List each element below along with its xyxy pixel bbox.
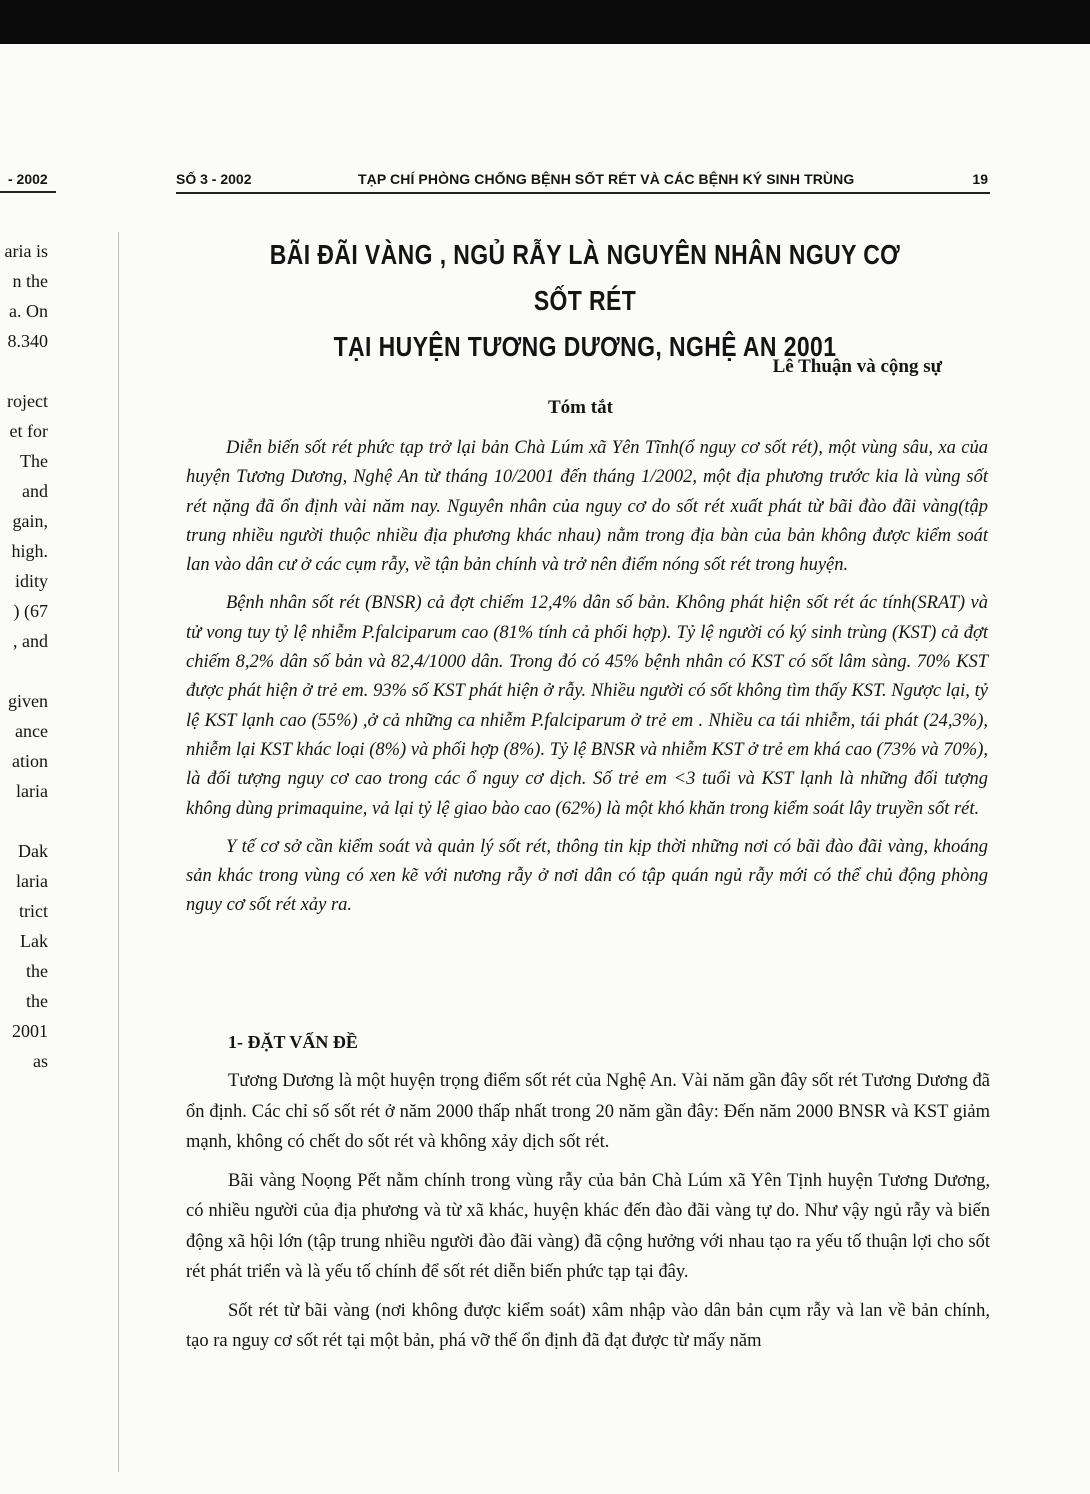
- section-heading: 1- ĐẶT VẤN ĐỀ: [228, 1032, 358, 1052]
- abstract-paragraph: Diễn biến sốt rét phức tạp trở lại bản Chà Lúm xã Yên Tĩnh(ổ nguy cơ sốt rét), một vùng sâu, xa của huyện Tương Dương, Nghệ An từ tháng 10/2001 đến tháng 1/2002, một địa phương trước kia là vùng sốt rét nặng đã ổn định vài năm nay. Nguyên nhân của nguy cơ do sốt rét xuất phát từ bãi đào đãi vàng(tập trung nhiều người thuộc nhiều địa phương khác nhau) nằm trong địa bàn của bản không được kiểm soát lan vào dân cư ở các cụm rẫy, về tận bản chính và trở nên điểm nóng sốt rét trong huyện.: [186, 438, 988, 576]
- previous-page-line: ) (67: [13, 601, 48, 621]
- previous-page-line: roject: [7, 391, 48, 411]
- header-rule: [176, 192, 990, 194]
- previous-page-header: - 2002: [8, 171, 48, 187]
- previous-page-line: laria: [16, 781, 48, 801]
- previous-page-line: idity: [14, 571, 48, 591]
- previous-page-line: [0, 356, 62, 386]
- scan-top-border: [0, 0, 1090, 44]
- running-header: [176, 169, 988, 191]
- previous-page-line: as: [33, 1051, 48, 1071]
- article-title: [253, 232, 917, 370]
- previous-page-line: gain,: [12, 511, 48, 531]
- previous-page-line: the: [26, 961, 48, 981]
- previous-page-line: n the: [12, 271, 48, 291]
- previous-page-line: high.: [11, 541, 48, 561]
- authors: Lê Thuận và cộng sự: [772, 356, 942, 377]
- previous-page-line: Lak: [20, 931, 48, 951]
- article-title-line-1: BÃI ĐÃI VÀNG , NGỦ RẪY LÀ NGUYÊN NHÂN NGUY CƠ SỐT RÉT: [269, 239, 901, 316]
- article-title-line-2: TẠI HUYỆN TƯƠNG DƯƠNG, NGHỆ AN 2001: [333, 331, 837, 362]
- previous-page-line: et for: [9, 421, 48, 441]
- body-paragraph: Tương Dương là một huyện trọng điểm sốt rét của Nghệ An. Vài năm gần đây sốt rét Tương Dương đã ổn định. Các chỉ số sốt rét ở năm 2000 thấp nhất trong 20 năm gần đây: Đến năm 2000 BNSR và KST giảm mạnh, không có chết do sốt rét và không xảy dịch sốt rét.: [186, 1071, 990, 1152]
- previous-page-line: ation: [12, 751, 48, 771]
- previous-page-line: a. On: [9, 301, 48, 321]
- body-paragraph: Sốt rét từ bãi vàng (nơi không được kiểm soát) xâm nhập vào dân bản cụm rẫy và lan về bản chính, tạo ra nguy cơ sốt rét tại một bản, phá vỡ thế ổn định đã đạt được từ mấy năm: [186, 1300, 990, 1351]
- previous-page-line: the: [26, 991, 48, 1011]
- page-gutter-line: [118, 232, 119, 1472]
- previous-page-line: trict: [19, 901, 48, 921]
- previous-page-line: laria: [16, 871, 48, 891]
- page-number: 19: [972, 171, 988, 187]
- previous-page-line: and: [22, 481, 48, 501]
- previous-page-line: 2001: [12, 1021, 48, 1041]
- previous-page-column: [0, 236, 62, 1076]
- body-text: [186, 1066, 990, 1365]
- abstract: [186, 434, 988, 930]
- abstract-paragraph: Y tế cơ sở cần kiểm soát và quản lý sốt rét, thông tin kịp thời những nơi có bãi đào đãi vàng, khoáng sản khác trong vùng có xen kẽ với nương rẫy ở nơi dân có tập quán ngủ rẫy mới có thể chủ động phòng nguy cơ sốt rét xảy ra.: [186, 836, 988, 916]
- previous-page-line: [0, 806, 62, 836]
- previous-page-line: ance: [15, 721, 48, 741]
- issue-number: SỐ 3 - 2002: [176, 171, 252, 187]
- previous-page-line: 8.340: [7, 331, 48, 351]
- abstract-paragraph: Bệnh nhân sốt rét (BNSR) cả đợt chiếm 12,4% dân số bản. Không phát hiện sốt rét ác tính(SRAT) và tử vong tuy tỷ lệ nhiễm P.falciparum cao (81% tính cả phối hợp). Tỷ lệ người có ký sinh trùng (KST) cả đợt chiếm 8,2% dân số bản và 82,4/1000 dân. Trong đó có 45% bệnh nhân có KST có sốt lâm sàng. 70% KST được phát hiện ở trẻ em. 93% số KST phát hiện ở rẫy. Nhiều người có sốt không tìm thấy KST. Ngược lại, tỷ lệ KST lạnh cao (55%) ,ở cả những ca nhiễm P.falciparum ở trẻ em . Nhiều ca tái nhiễm, tái phát (24,3%), nhiễm lại KST khác loại (8%) và phối hợp (8%). Tỷ lệ BNSR và nhiễm KST ở trẻ em khá cao (73% và 70%), là đối tượng nguy cơ cao trong các ổ nguy cơ dịch. Số trẻ em <3 tuổi và KST lạnh là những đối tượng không dùng primaquine, vả lại tỷ lệ giao bào cao (62%) là một khó khăn trong kiểm soát lây truyền sốt rét.: [186, 593, 988, 819]
- previous-page-line: Dak: [18, 841, 48, 861]
- previous-page-rule: [0, 191, 56, 193]
- previous-page-line: aria is: [4, 241, 48, 261]
- journal-name: TẠP CHÍ PHÒNG CHỐNG BỆNH SỐT RÉT VÀ CÁC BỆNH KÝ SINH TRÙNG: [358, 171, 855, 187]
- previous-page-line: , and: [13, 631, 48, 651]
- previous-page-line: [0, 656, 62, 686]
- body-paragraph: Bãi vàng Noọng Pết nằm chính trong vùng rẫy của bản Chà Lúm xã Yên Tịnh huyện Tương Dương, có nhiều người của địa phương và từ xã khác, huyện khác đến đào đãi vàng tự do. Như vậy ngủ rẫy và biến động xã hội lớn (tập trung nhiều người đào đãi vàng) đã cộng hưởng với nhau tạo ra yếu tố thuận lợi cho sốt rét phát triển và là yếu tố chính để sốt rét diễn biến phức tạp tại đây.: [186, 1170, 990, 1282]
- previous-page-line: given: [8, 691, 48, 711]
- previous-page-line: The: [20, 451, 48, 471]
- abstract-heading: Tóm tắt: [548, 397, 613, 418]
